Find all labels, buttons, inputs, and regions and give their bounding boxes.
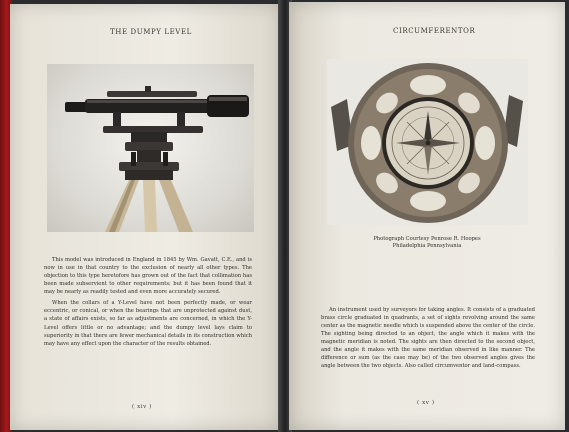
right-page bbox=[289, 2, 565, 430]
circumferentor-photo bbox=[327, 59, 528, 225]
running-head-left: THE DUMPY LEVEL bbox=[110, 28, 192, 36]
dumpy-level-illustration bbox=[47, 64, 254, 232]
caption-line-2: Philadelphia Pennsylvania bbox=[392, 242, 462, 249]
page-number-right: ( xv ) bbox=[417, 400, 435, 406]
photo-caption bbox=[325, 236, 529, 249]
left-paragraph-2: When the collars of a Y-Level have not been perfectly made, or wear eccentric, or conical, or when the bearings that are unprotected against dust, a state of affairs exists, so far as adjustments are concerned, in which the Y-Level offers little or no advantage; and the dumpy level lays claim to superiority in that there are fewer mechanical details in its construction which may have any effect upon the character of the results obtained. bbox=[44, 300, 252, 347]
left-page bbox=[10, 4, 281, 430]
left-paragraph-1: This model was introduced in England in 1845 by Wm. Gavatt, C.E., and is now in use in that country to the exclusion of nearly all other types. The objection to this type heretofore has grown out of the fact that collimation has been made subservient to other requirements; but it has been found that it may be nearly as readily tested and even more accurately secured. bbox=[44, 257, 252, 296]
dumpy-level-photo bbox=[47, 64, 254, 232]
circumferentor-illustration bbox=[327, 59, 528, 225]
left-body-text bbox=[44, 256, 252, 351]
page-number-left: ( xiv ) bbox=[132, 404, 152, 410]
right-body-text bbox=[321, 306, 535, 374]
running-head-right: CIRCUMFERENTOR bbox=[393, 27, 476, 35]
right-paragraph: An instrument used by surveyors for taking angles. It consists of a graduated brass circle graduated in quadrants, a set of sights revolving around the same center as the magnetic needle which is suspended above the center of the circle. The sighting being directed to an object, the angle which it makes with the magnetic meridian is noted. The sights are then directed to the second object, and the angle it makes with the same meridian observed in like manner. The difference or sum (as the case may be) of the two observed angles gives the angle between the two objects. Also called circumventor and land-compass. bbox=[321, 307, 535, 370]
caption-line-1: Photograph Courtesy Penrose R. Hoopes bbox=[373, 236, 481, 242]
